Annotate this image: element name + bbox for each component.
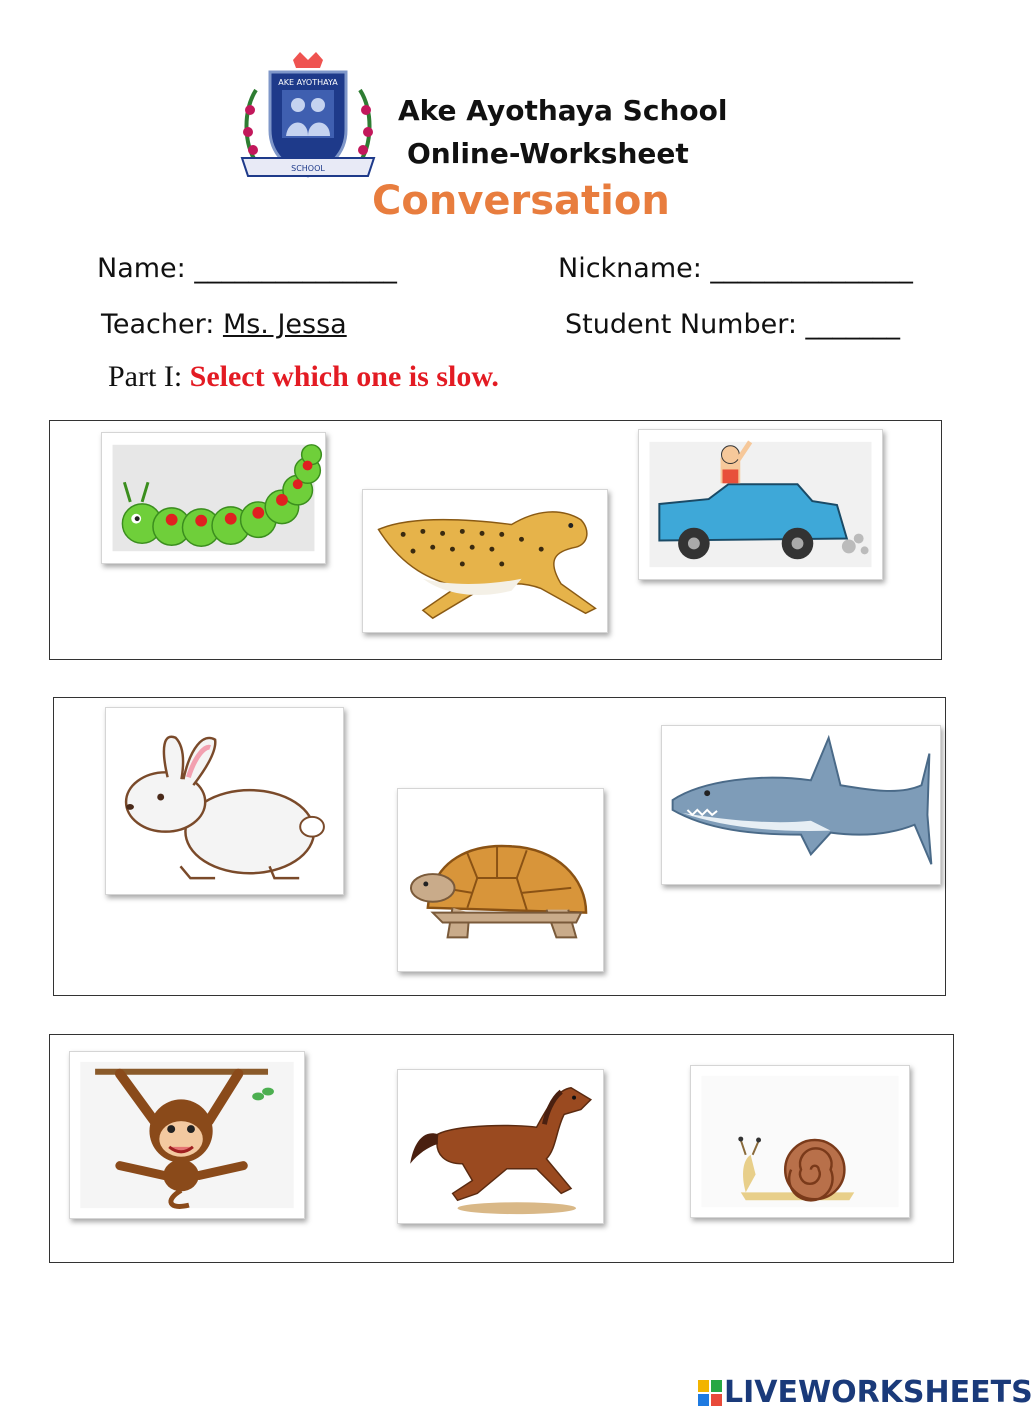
page-title: Conversation — [372, 178, 670, 224]
monkey-image[interactable] — [69, 1051, 305, 1219]
name-field[interactable]: Name: _______________ — [97, 253, 397, 284]
logo-text-top: AKE AYOTHAYA — [278, 78, 338, 87]
school-logo — [238, 50, 378, 190]
shark-image[interactable] — [661, 725, 941, 885]
part1-heading — [108, 360, 499, 394]
worksheet-subtitle: Online-Worksheet — [407, 137, 689, 170]
student-number-field[interactable]: Student Number: _______ — [565, 309, 901, 340]
part1-prefix: Part I: — [108, 360, 190, 393]
rabbit-image[interactable] — [105, 707, 344, 895]
snail-image[interactable] — [690, 1065, 910, 1218]
school-name: Ake Ayothaya School — [398, 94, 728, 127]
logo-text-bottom: SCHOOL — [291, 164, 325, 173]
turtle-image[interactable] — [397, 788, 604, 972]
liveworksheets-brand: LIVEWORKSHEETS — [724, 1375, 1033, 1410]
teacher-line — [101, 309, 347, 340]
caterpillar-image[interactable] — [101, 432, 326, 564]
horse-image[interactable] — [397, 1069, 604, 1224]
nickname-field[interactable]: Nickname: _______________ — [558, 253, 913, 284]
teacher-label: Teacher: — [101, 309, 223, 340]
teacher-value: Ms. Jessa — [222, 309, 347, 340]
liveworksheets-icon — [698, 1380, 722, 1406]
car-image[interactable] — [638, 429, 883, 580]
liveworksheets-logo — [698, 1375, 1033, 1410]
cheetah-image[interactable] — [362, 489, 608, 633]
part1-instruction: Select which one is slow. — [189, 360, 499, 393]
